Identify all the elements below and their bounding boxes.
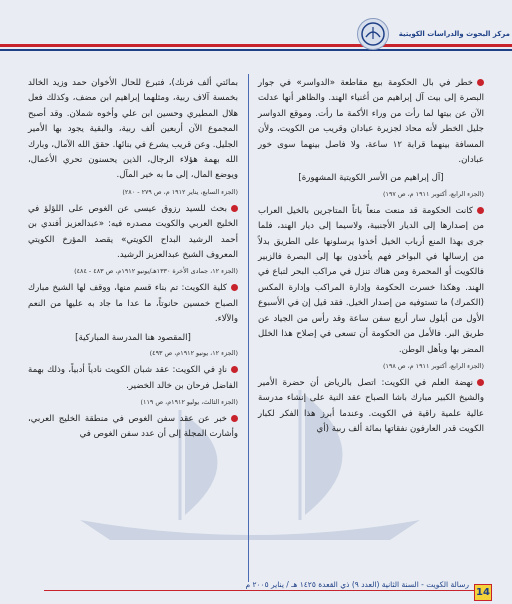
bullet-icon	[231, 284, 238, 291]
center-logo-icon	[357, 18, 389, 50]
column-divider	[248, 74, 249, 582]
header-title: مركز البحوث والدراسات الكويتية	[398, 30, 510, 38]
item-text: كلية الكويت: تم بناء قسم منها، ووقف لها الشيخ مبارك الصباح خمسين حانوتاً، ما عدا ما جاد به عليها من النعم والآلاء.	[28, 283, 238, 325]
item-text: بمائتي ألف فرنك)، فتبرع للحال الأخوان حمد وزيد الخالد بخمسة آلاف ربية، ومثلهما إبراهيم ابن مضف، وكذلك فعل هلال المطيري وحسين ابن علي وأخوه شملان. وقد أصبح المجموع الآن أربعين ألف ربية، والبقية يجود بها الأمير الجليل. وعن قريب يشرع في بنائها. حقق الله الآمال، وبارك الله بهمة هؤلاء الرجال، الذين يحسنون تحري الأعمال، ويوضع المال، إلى ما به خير المآل.	[28, 78, 238, 181]
citation-reference	[28, 397, 238, 408]
bullet-icon	[477, 379, 484, 386]
item-text: خبر عن عقد سفن الغوص في منطقة الخليج العربي، وأشارت المجلة إلى أن عدد سفن الغوص في	[28, 413, 238, 440]
citation-reference	[258, 361, 484, 372]
item-text: بحث للسيد رزوق عيسى عن الغوص على اللؤلؤ في الخليج العربي والكويت مصدره فيه: «عبدالعزيز أفندي بن أحمد الرشيد البداح الكويتي» يقصد المؤرخ الكويتي المعروف الشيخ عبدالعزيز الرشيد.	[28, 203, 238, 261]
item-text: (الجزء الرابع، أكتوبر ١٩١١ م، ص ١٩٧)	[383, 189, 484, 198]
page-header	[0, 0, 512, 66]
footer-text: رسالة الكويت - السنة الثانية (العدد ٩) ذي القعدة ١٤٢٥ هـ / يناير ٢٠٠٥ م	[245, 580, 469, 589]
left-column	[28, 76, 238, 446]
item-text: (الجزء الرابع، أكتوبر ١٩١١ م، ص ١٩٨)	[383, 361, 484, 370]
news-item	[28, 412, 238, 443]
news-item	[258, 376, 484, 438]
item-text: نادٍ في الكويت: عقد شبان الكويت نادياً أدبياً، وذلك بهمة الفاضل فرحان بن خالد الخضير.	[28, 365, 238, 391]
item-text: كانت الحكومة قد منعت منعاً باتاً المتاجرين بالخيل العراب من إصدارها إلى الديار الأجنبية، ولاسيما إلى ديار الهند، فلما جرى بهذا المنع أرباب الخيل أخذوا يرسلونها على الطريق بدلاً من إرسالها في البواخر فهم يأخذون بها إلى البصرة فالزبير فالكويت أو المحمرة ومن هناك تنزل في مراكب البحر لتباع في الهند. وهكذا خسرت الحكومة وإدارة المراكب وإدارة المكس (الكمرك) ما تستوفيه من إصدار الخيل. فقد قيل إن في الأسبوع الأول من أيلول سار أربع سفن ساعة وقد رأس من الجياد عن طريق البر. فالأمل من الحكومة أن تسعى في إصلاح هذا الخلل المضر بها وبأهل الوطن.	[258, 205, 484, 355]
citation-reference	[28, 266, 238, 277]
editor-note	[28, 331, 238, 346]
item-text: (الجزء الثالث، يوليو ١٩١٢م، ص ١١٩)	[140, 397, 238, 406]
paragraph	[28, 76, 238, 184]
item-text: [المقصود هنا المدرسة المباركية]	[75, 332, 191, 343]
item-text: خطر في بال الحكومة بيع مقاطعة «الدواسر» في جوار البصرة إلى بيت آل إبراهيم من أغنياء الهند. والظاهر أنها عدلت الآن عن بيتها لما رأت من وراء الأكمة ما رأت. وموقع الدواسر جليل الخطر لأنه محاذ لجزيرة عبادان وقريب من الكويت، ولأن المسافة بينهما قرابة ١٢ ساعة، ولا فاصل بينهما سوى خور عبادان.	[258, 78, 484, 166]
page-number: 14	[474, 584, 492, 601]
item-text: (الجزء ١٢، يونيو ١٩١٢م، ص ٤٩٣)	[149, 349, 238, 358]
news-item	[28, 202, 238, 264]
item-text: (الجزء ١٢، جمادى الأخرة ١٣٣٠هـ/يونيو ١٩١٢م، ص ٤٨٣ - ٤٨٤)	[74, 267, 238, 276]
bullet-icon	[231, 415, 238, 422]
bullet-icon	[477, 207, 484, 214]
bullet-icon	[477, 79, 484, 86]
citation-reference	[258, 189, 484, 200]
editor-note	[258, 171, 484, 186]
news-item	[258, 204, 484, 358]
bullet-icon	[231, 366, 238, 373]
item-text: [آل إبراهيم من الأسر الكويتية المشهورة]	[298, 173, 444, 184]
news-item	[28, 363, 238, 394]
item-text: (الجزء السابع، يناير ١٩١٢ م، ص ٢٧٩ - ٢٨٠)	[122, 187, 238, 196]
citation-reference	[28, 187, 238, 198]
news-item	[258, 76, 484, 168]
header-blue-rule	[0, 49, 512, 51]
right-column	[258, 76, 484, 441]
footer-rule	[44, 590, 474, 591]
bullet-icon	[231, 205, 238, 212]
citation-reference	[28, 348, 238, 359]
item-text: نهضة العلم في الكويت: اتصل بالرياض أن حضرة الأمير والشيخ الكبير مبارك باشا الصباح عقد النية على إنشاء مدرسة عالية علمية راقية في الكويت. وعندما أبرز هذا الفكر لكبار الكويت قدر العارفون نفقاتها بمائة ألف ربية (أي	[258, 377, 484, 435]
news-item	[28, 281, 238, 327]
header-red-rule	[0, 44, 512, 47]
